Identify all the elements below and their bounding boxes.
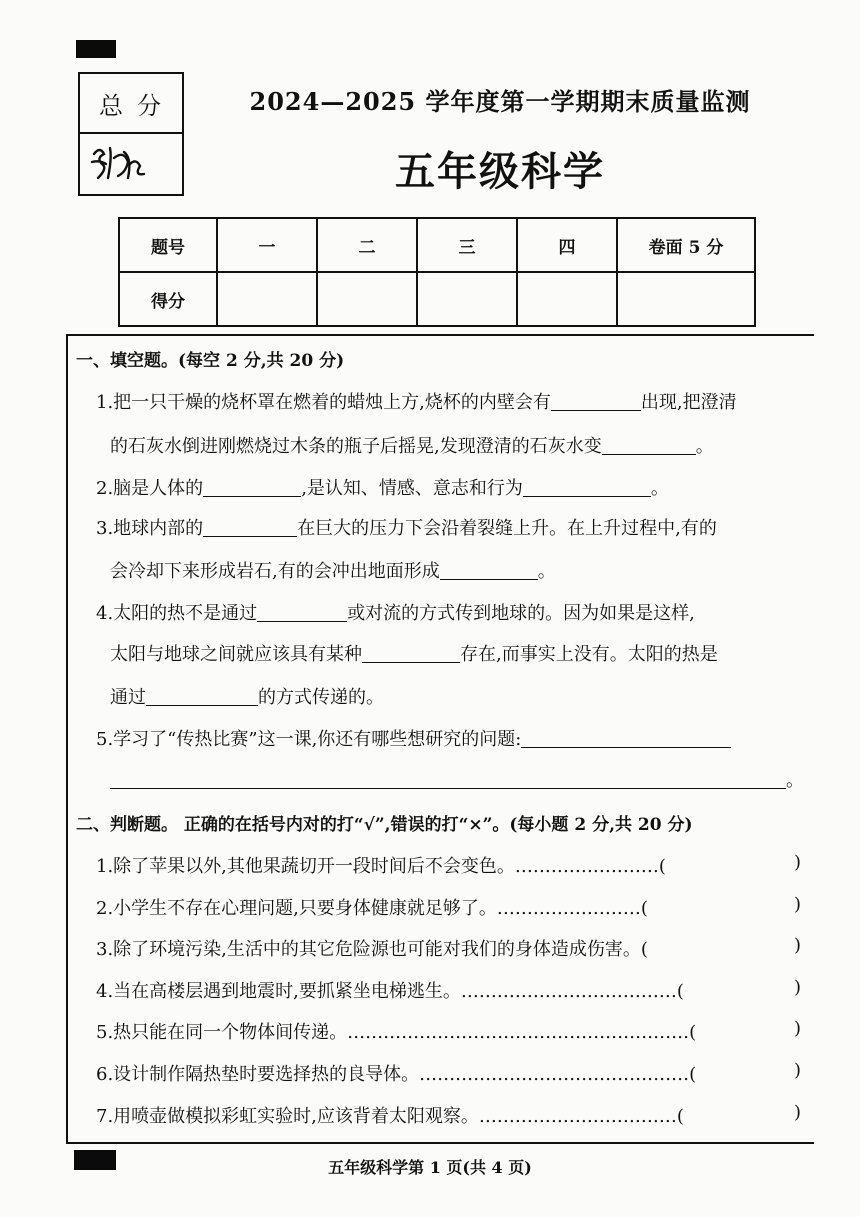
page-footer: 五年级科学第 1 页(共 4 页) [328, 1158, 532, 1177]
q1-blank-1[interactable] [551, 392, 641, 411]
q3-blank-1[interactable] [203, 518, 297, 537]
tf-answer-6[interactable]: ) [794, 1060, 802, 1081]
subject-title: 五年级科学 [395, 148, 605, 195]
q3-blank-2[interactable] [440, 561, 538, 580]
tf-item-1: 1.除了苹果以外,其他果蔬切开一段时间后不会变色。……………………( [96, 856, 666, 877]
score-table [118, 217, 756, 327]
cell-section-4: 四 [517, 218, 617, 272]
q1-blank-2[interactable] [602, 436, 696, 455]
q4-text-f: 的方式传递的。 [258, 687, 384, 708]
q4-text-d: 存在,而事实上没有。太阳的热是 [460, 644, 718, 665]
q4-line2 [110, 640, 718, 666]
q4-text-e: 通过 [110, 687, 146, 708]
q5-answer-line-2[interactable] [110, 770, 786, 789]
tf-answer-5[interactable]: ) [794, 1018, 802, 1039]
q4-text-a: 4.太阳的热不是通过 [96, 603, 258, 624]
q4-blank-2[interactable] [362, 644, 460, 663]
q3-text-a: 3.地球内部的 [96, 518, 204, 539]
handwritten-signature-icon [80, 134, 182, 192]
q3-text-b: 在巨大的压力下会沿着裂缝上升。在上升过程中,有的 [297, 518, 717, 539]
q1-line2 [110, 432, 714, 458]
tf-item-4: 4.当在高楼层遇到地震时,要抓紧坐电梯逃生。………………………………( [96, 981, 684, 1002]
q4-text-b: 或对流的方式传到地球的。因为如果是这样, [347, 603, 695, 624]
q4-blank-3[interactable] [146, 687, 258, 706]
q2-line [96, 474, 669, 500]
q3-line1 [96, 514, 717, 540]
tf-answer-7[interactable]: ) [794, 1102, 802, 1123]
score-cell-4[interactable] [517, 272, 617, 326]
tf-answer-3[interactable]: ) [794, 935, 802, 956]
section2-title: 二、判断题。 正确的在括号内对的打“√”,错误的打“×”。(每小题 2 分,共 20 分) [76, 815, 693, 835]
q2-text-c: 。 [650, 478, 669, 499]
q3-line2 [110, 557, 556, 583]
q1-text-b: 出现,把澄清 [640, 392, 737, 413]
q1-text-c: 的石灰水倒进刚燃烧过木条的瓶子后摇晃,发现澄清的石灰水变 [110, 436, 602, 457]
exam-title: 2024—2025 学年度第一学期期末质量监测 [249, 87, 751, 116]
score-cell-1[interactable] [217, 272, 317, 326]
q1-line1 [96, 388, 737, 414]
score-cell-2[interactable] [317, 272, 417, 326]
score-cell-neatness[interactable] [617, 272, 755, 326]
grader-signature [80, 134, 182, 194]
q2-text-a: 2.脑是人体的 [96, 478, 204, 499]
score-table-score-row [119, 272, 755, 326]
cell-neatness-points: 卷面 5 分 [617, 218, 755, 272]
tf-answer-4[interactable]: ) [794, 977, 802, 998]
q2-blank-1[interactable] [203, 478, 301, 497]
q5-line2 [110, 766, 804, 792]
cell-score-label: 得分 [119, 272, 217, 326]
redaction-mark-top [76, 40, 116, 58]
q4-blank-1[interactable] [257, 603, 347, 622]
q4-line1 [96, 599, 695, 625]
total-score-box [78, 72, 184, 196]
q5-line1 [96, 725, 731, 751]
q5-text-end: 。 [786, 770, 804, 791]
score-cell-3[interactable] [417, 272, 517, 326]
tf-item-3: 3.除了环境污染,生活中的其它危险源也可能对我们的身体造成伤害。( [96, 939, 648, 960]
tf-answer-2[interactable]: ) [794, 894, 802, 915]
q3-text-c: 会冷却下来形成岩石,有的会冲出地面形成 [110, 561, 440, 582]
q4-text-c: 太阳与地球之间就应该具有某种 [110, 644, 362, 665]
cell-section-2: 二 [317, 218, 417, 272]
q1-text-d: 。 [695, 436, 714, 457]
cell-section-1: 一 [217, 218, 317, 272]
total-score-label: 总分 [80, 74, 182, 134]
q1-text-a: 1.把一只干燥的烧杯罩在燃着的蜡烛上方,烧杯的内壁会有 [96, 392, 551, 413]
tf-item-5: 5.热只能在同一个物体间传递。…………………………………………………( [96, 1022, 697, 1043]
q3-text-d: 。 [537, 561, 556, 582]
tf-item-2: 2.小学生不存在心理问题,只要身体健康就足够了。……………………( [96, 898, 648, 919]
q2-text-b: ,是认知、情感、意志和行为 [301, 478, 523, 499]
cell-section-3: 三 [417, 218, 517, 272]
q5-answer-line-1[interactable] [521, 729, 731, 748]
tf-answer-1[interactable]: ) [794, 852, 802, 873]
q2-blank-2[interactable] [523, 478, 651, 497]
tf-item-7: 7.用喷壶做模拟彩虹实验时,应该背着太阳观察。……………………………( [96, 1106, 684, 1127]
q4-line3 [110, 683, 384, 709]
tf-item-6: 6.设计制作隔热垫时要选择热的良导体。………………………………………( [96, 1064, 697, 1085]
section1-title: 一、填空题。(每空 2 分,共 20 分) [76, 351, 345, 371]
q5-text-a: 5.学习了“传热比赛”这一课,你还有哪些想研究的问题: [96, 729, 522, 750]
cell-question-number-label: 题号 [119, 218, 217, 272]
score-table-header-row [119, 218, 755, 272]
